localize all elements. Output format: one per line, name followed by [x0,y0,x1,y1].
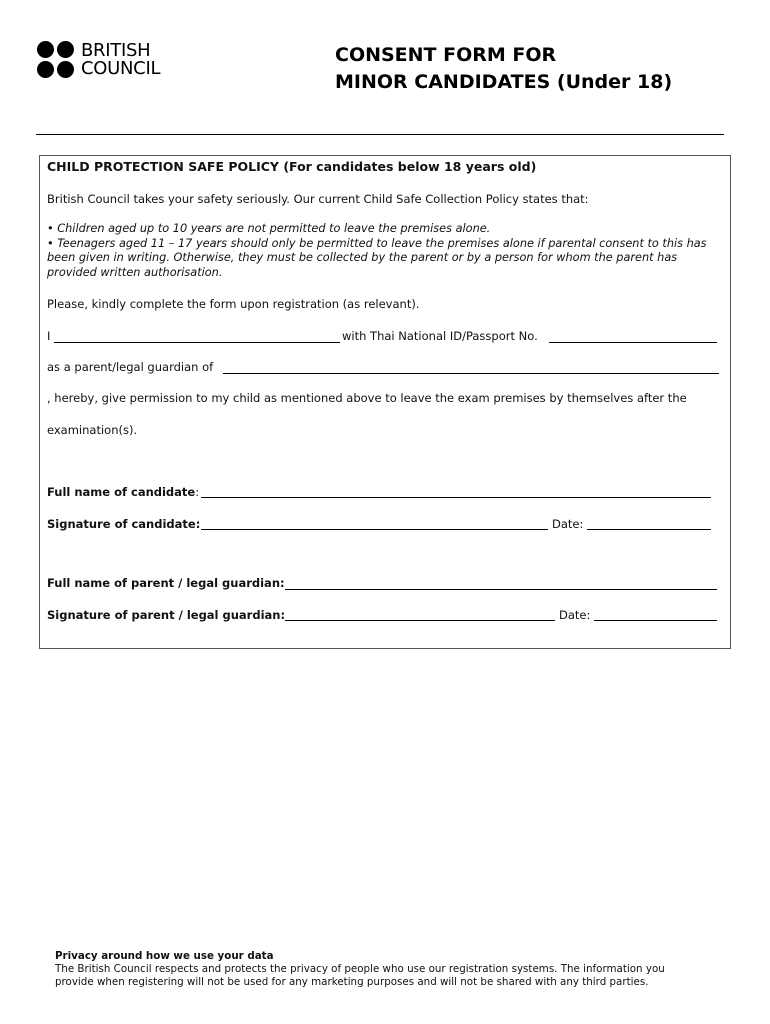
form-title-line2: MINOR CANDIDATES (Under 18) [335,71,673,93]
candidate-name-label: Full name of candidate: [47,485,200,499]
guardian-name-blank[interactable] [285,589,717,590]
form-title-line1: CONSENT FORM FOR [335,44,557,66]
privacy-line-1: The British Council respects and protects the privacy of people who use our registration systems. The information you [55,963,665,975]
parent-date-label: Date: [559,608,591,622]
candidate-date-blank[interactable] [587,529,711,530]
candidate-date-label: Date: [552,517,584,531]
guardian-label: as a parent/legal guardian of [47,360,214,374]
logo-dots-icon [37,41,74,78]
permission-text: , hereby, give permission to my child as mentioned above to leave the exam premises by themselves after the [47,391,687,405]
child-name-blank[interactable] [223,373,719,374]
candidate-signature-label: Signature of candidate: [47,517,201,531]
policy-intro: British Council takes your safety seriously. Our current Child Safe Collection Policy states that: [47,192,589,206]
header-divider [36,134,724,135]
british-council-logo [37,41,160,78]
policy-instruction: Please, kindly complete the form upon registration (as relevant). [47,297,420,311]
parent-signature-label: Signature of parent / legal guardian: [47,608,286,622]
privacy-notice [55,950,735,989]
policy-bullet-1: • Children aged up to 10 years are not permitted to leave the premises alone. [47,222,491,235]
i-label: I [47,329,51,343]
candidate-name-blank[interactable] [201,497,711,498]
parent-name-label: Full name of parent / legal guardian: [47,576,285,590]
form-title [335,42,672,96]
id-label: with Thai National ID/Passport No. [342,329,538,343]
id-number-blank[interactable] [549,342,717,343]
logo-wordmark: BRITISH COUNCIL [81,39,161,79]
candidate-signature-blank[interactable] [201,529,548,530]
permission-text-end: examination(s). [47,423,138,437]
privacy-line-2: provide when registering will not be used for any marketing purposes and will not be shared with any third parties. [55,976,649,988]
parent-date-blank[interactable] [594,620,717,621]
policy-bullets [47,222,725,280]
policy-heading: CHILD PROTECTION SAFE POLICY (For candidates below 18 years old) [47,159,537,174]
parent-signature-blank[interactable] [285,620,555,621]
policy-bullet-2: • Teenagers aged 11 – 17 years should only be permitted to leave the premises alone if parental consent to this has been given in writing. Otherwise, they must be collected by the parent or by a person for whom the parent has provided written authorisation. [47,236,707,279]
privacy-heading: Privacy around how we use your data [55,950,274,962]
parent-name-blank[interactable] [54,342,340,343]
